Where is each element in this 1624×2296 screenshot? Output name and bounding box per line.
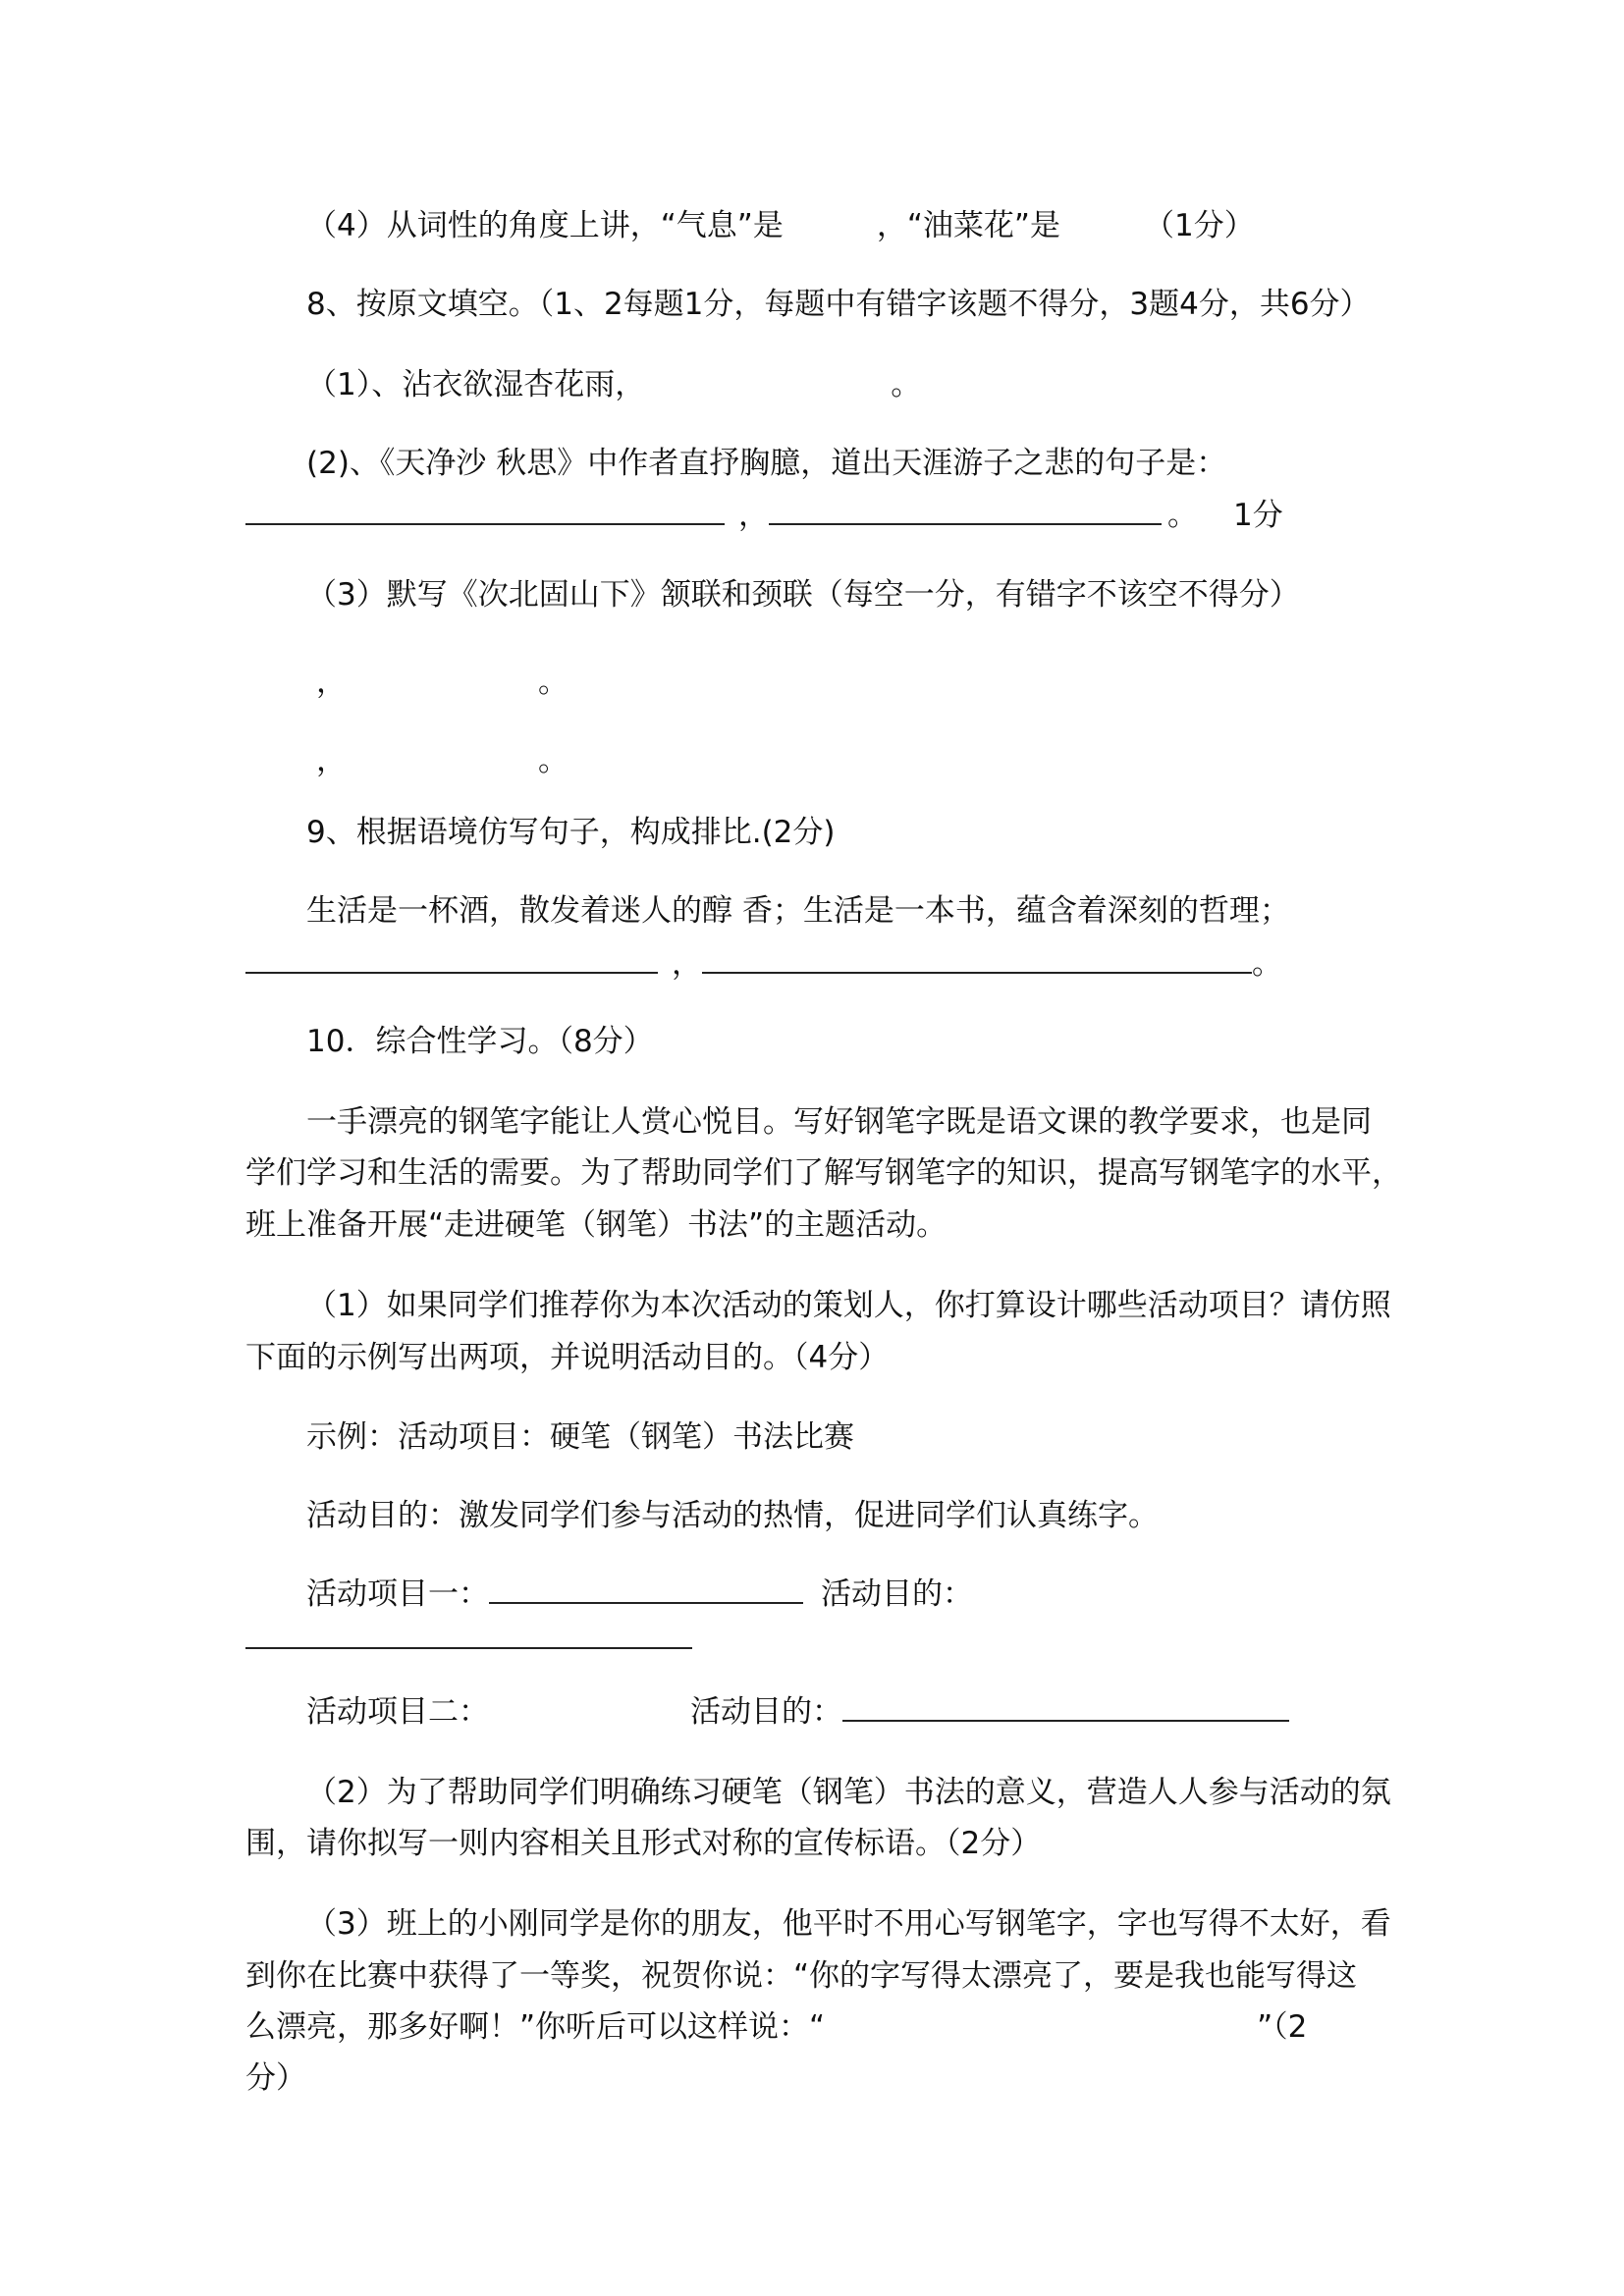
q10-intro-line-2: 学们学习和生活的需要。为了帮助同学们了解写钢笔字的知识，提高写钢笔字的水平， [245, 1155, 1402, 1191]
q8-3-text: （3）默写《次北固山下》颔联和颈联（每空一分，有错字不该空不得分） [306, 577, 1300, 613]
q10-item2-label: 活动项目二： [306, 1694, 489, 1730]
q8-2-blank-2[interactable] [769, 496, 1162, 525]
q9-title: 9、根据语境仿写句子，构成排比.(2分) [306, 815, 836, 850]
q10-3-line-1: （3）班上的小刚同学是你的朋友，他平时不用心写钢笔字，字也写得不太好，看 [306, 1906, 1391, 1942]
q9-end: 。 [1252, 946, 1282, 982]
q8-2-line [306, 444, 1226, 483]
q9-comma: ， [672, 946, 702, 982]
q10-example-item: 示例：活动项目：硬笔（钢笔）书法比赛 [306, 1419, 854, 1455]
q8-3-comma-2: ， [316, 743, 347, 778]
q10-intro-line-1: 一手漂亮的钢笔字能让人赏心悦目。写好钢笔字既是语文课的教学要求，也是同 [306, 1104, 1372, 1140]
q10-3-line-4: 分） [245, 2060, 306, 2096]
q8-2-comma: ， [738, 498, 769, 533]
q10-3-end: ”（2 [1257, 2009, 1308, 2045]
q9-answer-line [245, 944, 1282, 984]
q10-3-line-3 [245, 2007, 1307, 2047]
q8-1-text: （1）、沾衣欲湿杏花雨， [306, 367, 646, 402]
q8-2-answer-line [245, 496, 1283, 535]
q8-1-end: 。 [891, 367, 922, 402]
q10-item1-line [306, 1575, 973, 1614]
q10-goal1-blank[interactable] [245, 1620, 692, 1649]
q10-goal1-label: 活动目的： [821, 1576, 973, 1612]
q8-3-end-2: 。 [538, 743, 568, 778]
q10-1-line-2: 下面的示例写出两项，并说明活动目的。（4分） [245, 1340, 890, 1375]
q9-blank-1[interactable] [245, 944, 658, 974]
q10-3-text: 么漂亮，那多好啊！”你听后可以这样说：“ [245, 2009, 826, 2045]
q8-title: 8、按原文填空。（1、2每题1分，每题中有错字该题不得分，3题4分，共6分） [306, 287, 1371, 322]
q8-1-line [306, 365, 921, 404]
q8-2-blank-1[interactable] [245, 496, 725, 525]
q8-2-end: 。 [1167, 498, 1198, 533]
q9-blank-2[interactable] [702, 944, 1252, 974]
q10-goal1-answer-line [245, 1620, 692, 1659]
q10-item1-blank[interactable] [489, 1575, 803, 1604]
q7-4-line [306, 206, 1255, 245]
q7-4-score: （1分） [1143, 208, 1255, 243]
q8-3-end-1: 。 [538, 665, 568, 700]
q10-3-line-2: 到你在比赛中获得了一等奖，祝贺你说：“你的字写得太漂亮了，要是我也能写得这 [245, 1958, 1358, 1994]
q10-example-goal: 活动目的：激发同学们参与活动的热情，促进同学们认真练字。 [306, 1498, 1159, 1533]
q10-item2-line [306, 1692, 1289, 1732]
q10-2-line-2: 围，请你拟写一则内容相关且形式对称的宣传标语。（2分） [245, 1826, 1042, 1861]
q8-3-line [306, 575, 1300, 614]
q8-2-score: 1分 [1233, 498, 1283, 533]
q10-goal2-blank[interactable] [842, 1692, 1289, 1722]
q10-1-line-1: （1）如果同学们推荐你为本次活动的策划人，你打算设计哪些活动项目？请仿照 [306, 1288, 1391, 1323]
q8-3-answer-line-1 [316, 663, 568, 702]
q7-4-text: （4）从词性的角度上讲，“气息”是 [306, 208, 784, 243]
q10-title: 10．综合性学习。（8分） [306, 1024, 654, 1059]
q10-2-line-1: （2）为了帮助同学们明确练习硬笔（钢笔）书法的意义，营造人人参与活动的氛 [306, 1775, 1391, 1810]
q10-item1-label: 活动项目一： [306, 1576, 489, 1612]
q9-body: 生活是一杯酒，散发着迷人的醇 香；生活是一本书，蕴含着深刻的哲理； [306, 893, 1290, 929]
q10-goal2-label: 活动目的： [690, 1694, 842, 1730]
q10-intro-line-3: 班上准备开展“走进硬笔（钢笔）书法”的主题活动。 [245, 1207, 947, 1243]
q8-3-answer-line-2 [316, 741, 568, 780]
q8-2-text: (2)、《天净沙 秋思》中作者直抒胸臆，道出天涯游子之悲的句子是： [306, 446, 1227, 481]
q8-3-comma-1: ， [316, 665, 347, 700]
q7-4-mid: ，“油菜花”是 [876, 208, 1060, 243]
